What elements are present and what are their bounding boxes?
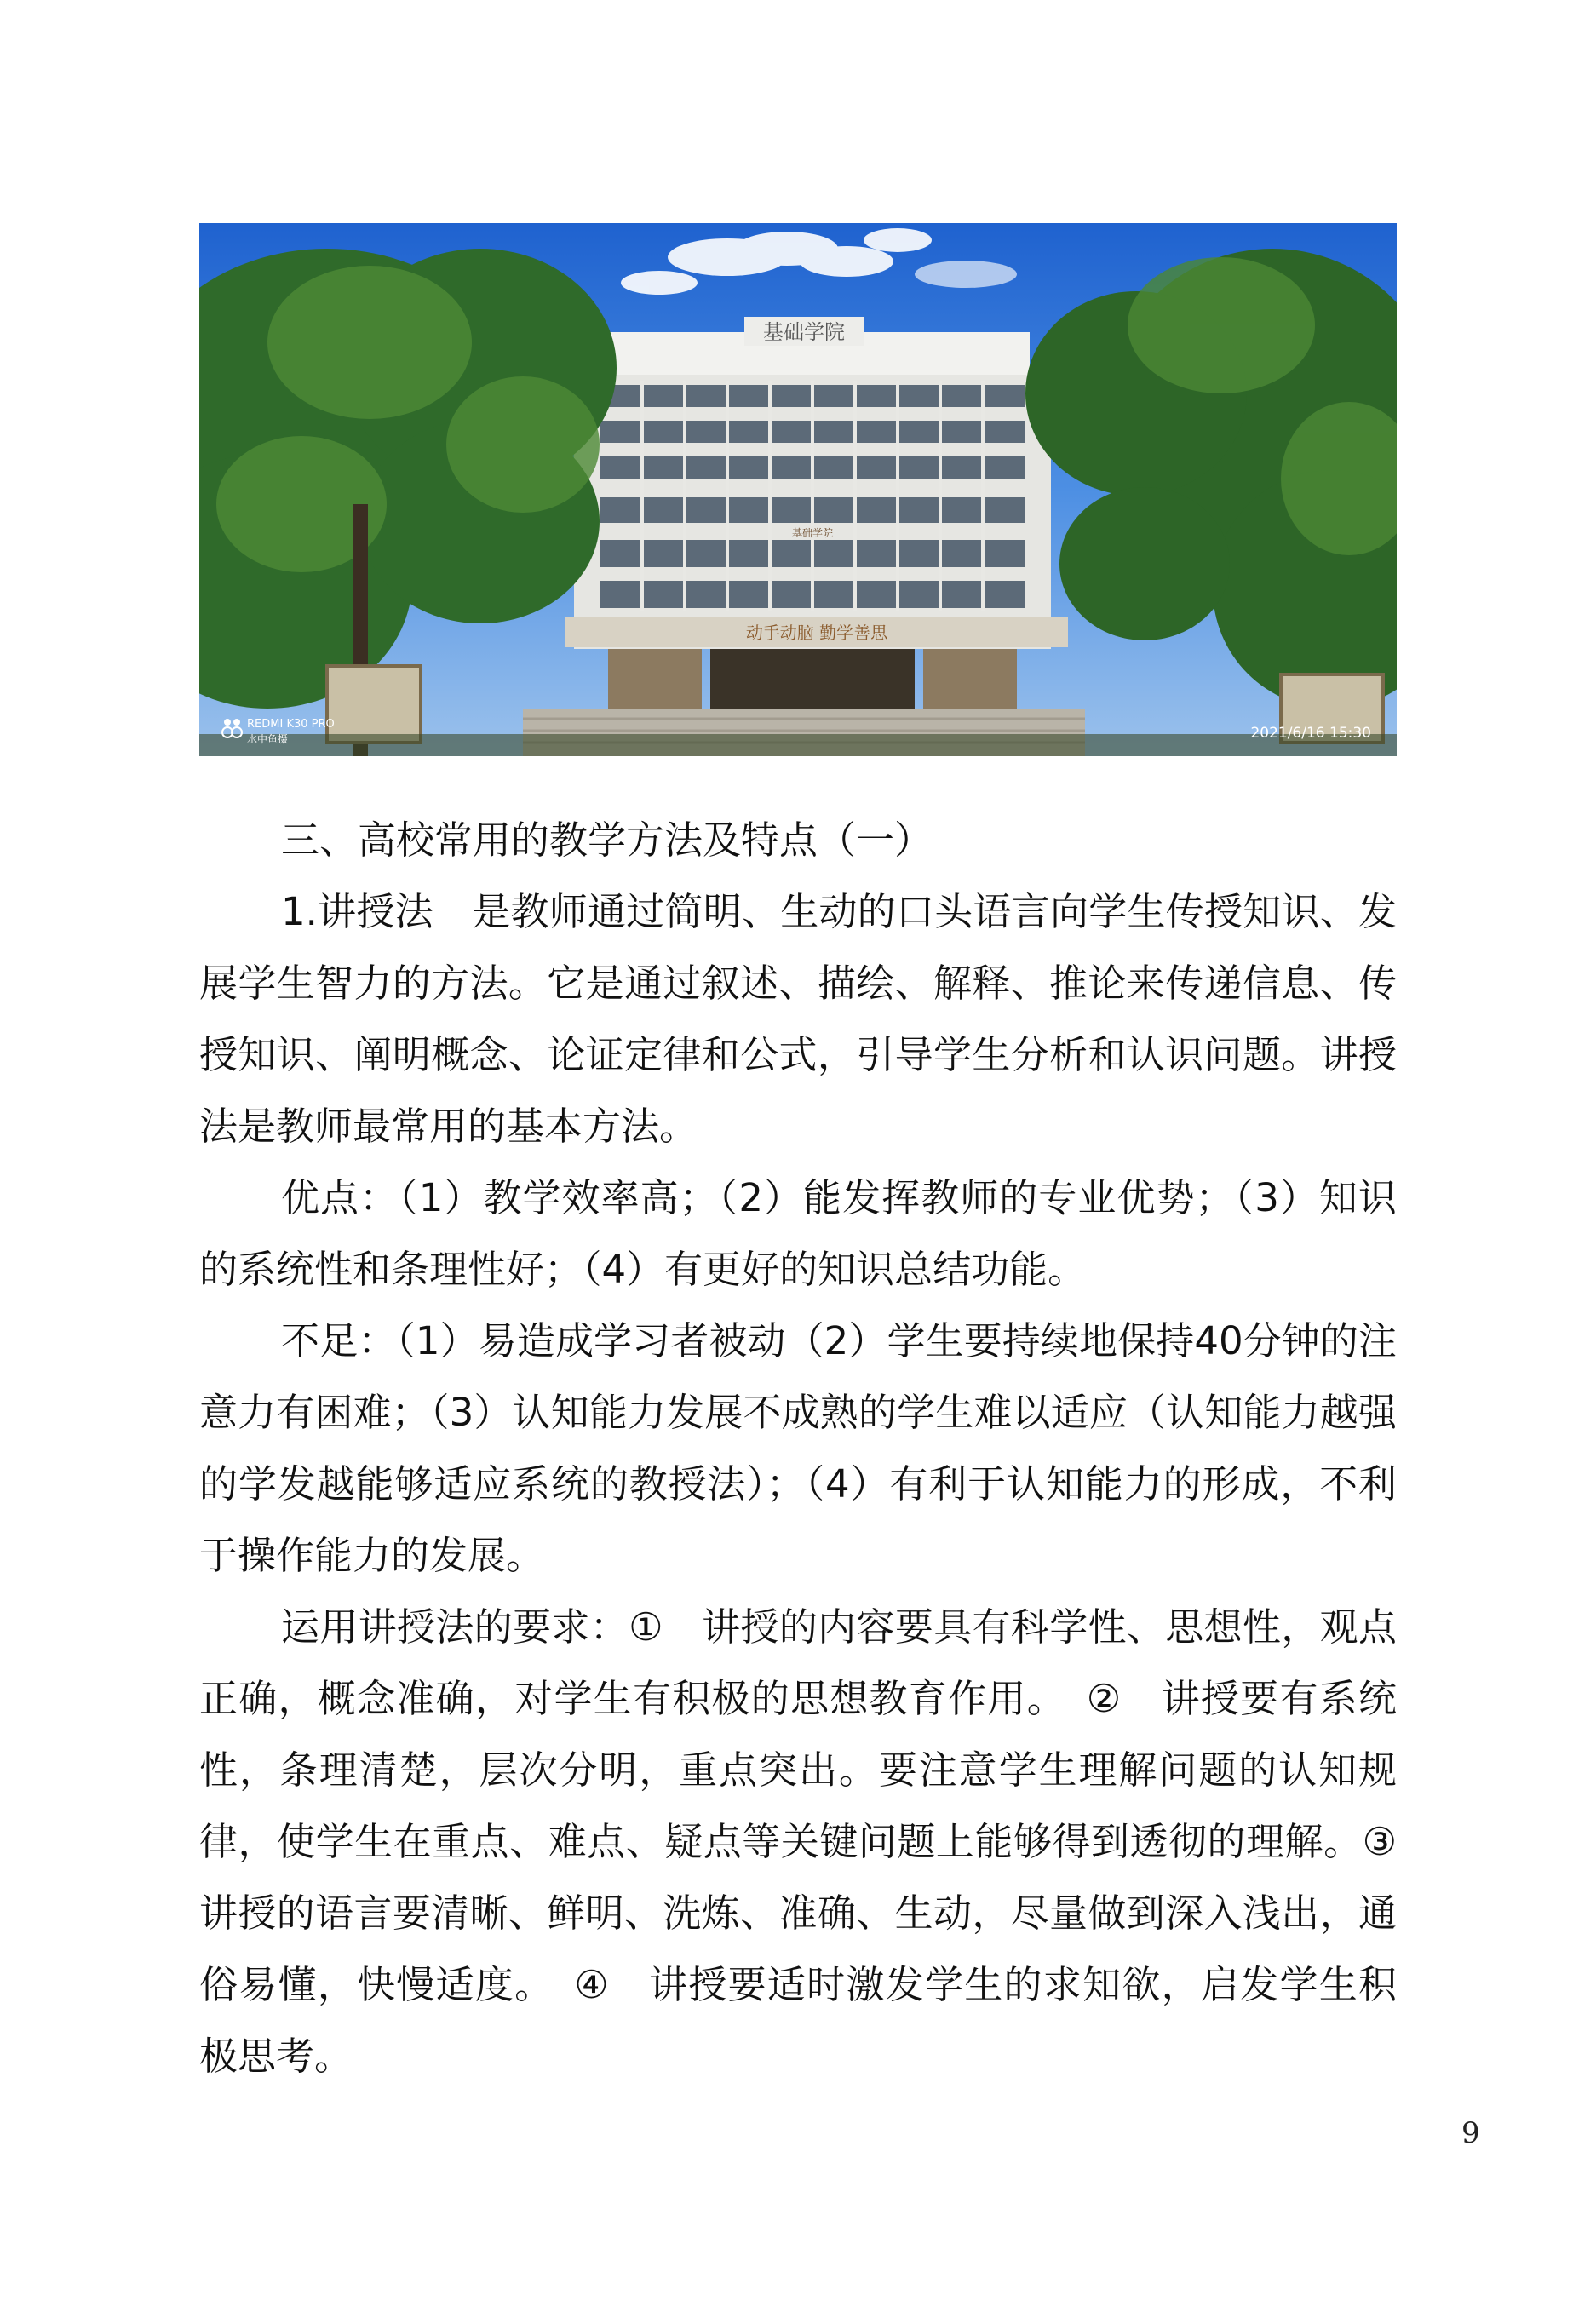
building-photo-illustration	[199, 223, 1397, 756]
building-banner: 动手动脑 勤学善思	[745, 623, 888, 643]
building-small-sign: 基础学院	[791, 527, 834, 539]
section-heading: 三、高校常用的教学方法及特点（一）	[281, 818, 933, 863]
building-photo	[199, 223, 1397, 756]
paragraph-disadvantages: 不足：（1）易造成学习者被动（2）学生要持续地保持40分钟的注意力有困难；（3）认知能力发展不成熟的学生难以适应（认知能力越强的学发越能够适应系统的教授法）；（4）有利于认知能力的形成，不利于操作能力的发展。	[199, 1318, 1397, 1578]
photo-timestamp: 2021/6/16 15:30	[1250, 725, 1371, 742]
paragraph-lecture-method: 1.讲授法 是教师通过简明、生动的口头语言向学生传授知识、发展学生智力的方法。它是通过叙述、描绘、解释、推论来传递信息、传授知识、阐明概念、论证定律和公式，引导学生分析和认识问题。讲授法是教师最常用的基本方法。	[199, 889, 1397, 1149]
body-text	[199, 805, 1436, 2092]
camera-watermark: REDMI K30 PRO	[247, 718, 335, 731]
paragraph-advantages: 优点：（1）教学效率高；（2）能发挥教师的专业优势；（3）知识的系统性和条理性好；（4）有更好的知识总结功能。	[199, 1175, 1397, 1292]
building-sign: 基础学院	[763, 320, 845, 344]
camera-watermark-sub: 水中鱼摄	[247, 733, 289, 745]
page-number: 9	[1461, 2116, 1480, 2150]
paragraph-requirements: 运用讲授法的要求：① 讲授的内容要具有科学性、思想性，观点正确，概念准确，对学生有积极的思想教育作用。 ② 讲授要有系统性，条理清楚，层次分明，重点突出。要注意学生理解问题的认知规律，使学生在重点、难点、疑点等关键问题上能够得到透彻的理解。③ 讲授的语言要清晰、鲜明、洗炼、准确、生动，尽量做到深入浅出，通俗易懂，快慢适度。 ④ 讲授要适时激发学生的求知欲，启发学生积极思考。	[199, 1604, 1436, 2079]
